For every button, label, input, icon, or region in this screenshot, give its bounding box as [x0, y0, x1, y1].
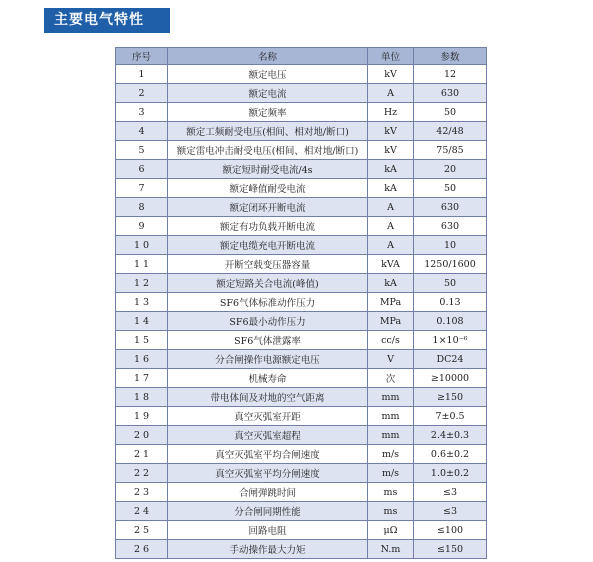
cell-name: 额定峰值耐受电流 — [168, 179, 368, 198]
cell-name: 额定雷电冲击耐受电压(相间、相对地/断口) — [168, 141, 368, 160]
cell-index: 2 2 — [116, 464, 168, 483]
cell-unit: A — [368, 198, 414, 217]
cell-value: ≤3 — [414, 483, 487, 502]
cell-name: 合闸弹跳时间 — [168, 483, 368, 502]
cell-name: 额定频率 — [168, 103, 368, 122]
cell-value: 12 — [414, 65, 487, 84]
cell-name: 分合闸操作电源额定电压 — [168, 350, 368, 369]
cell-unit: mm — [368, 426, 414, 445]
table-row — [116, 103, 487, 122]
cell-index: 2 1 — [116, 445, 168, 464]
cell-value: 50 — [414, 103, 487, 122]
table-row — [116, 445, 487, 464]
cell-unit: kA — [368, 274, 414, 293]
cell-name: SF6气体泄露率 — [168, 331, 368, 350]
cell-value: 630 — [414, 217, 487, 236]
cell-index: 2 — [116, 84, 168, 103]
table-row — [116, 483, 487, 502]
cell-value: 630 — [414, 198, 487, 217]
cell-value: 75/85 — [414, 141, 487, 160]
table-row — [116, 84, 487, 103]
cell-index: 1 — [116, 65, 168, 84]
table-row — [116, 65, 487, 84]
cell-unit: ms — [368, 483, 414, 502]
cell-value: 630 — [414, 84, 487, 103]
cell-value: 42/48 — [414, 122, 487, 141]
cell-index: 1 8 — [116, 388, 168, 407]
table-row — [116, 312, 487, 331]
table-row — [116, 122, 487, 141]
cell-unit: mm — [368, 407, 414, 426]
cell-unit: N.m — [368, 540, 414, 559]
cell-name: 额定有功负载开断电流 — [168, 217, 368, 236]
cell-index: 1 7 — [116, 369, 168, 388]
cell-index: 2 0 — [116, 426, 168, 445]
table-row — [116, 179, 487, 198]
cell-value: 10 — [414, 236, 487, 255]
table-row — [116, 521, 487, 540]
header-unit: 单位 — [368, 48, 414, 65]
section-heading: 主要电气特性 — [44, 8, 170, 33]
table-row — [116, 426, 487, 445]
cell-name: 开断空载变压器容量 — [168, 255, 368, 274]
cell-index: 1 0 — [116, 236, 168, 255]
cell-unit: V — [368, 350, 414, 369]
cell-unit: mm — [368, 388, 414, 407]
cell-value: 7±0.5 — [414, 407, 487, 426]
cell-index: 2 5 — [116, 521, 168, 540]
cell-value: 50 — [414, 274, 487, 293]
cell-index: 1 6 — [116, 350, 168, 369]
table-row — [116, 293, 487, 312]
table-row — [116, 217, 487, 236]
cell-name: 分合闸同期性能 — [168, 502, 368, 521]
header-name: 名称 — [168, 48, 368, 65]
cell-index: 7 — [116, 179, 168, 198]
cell-index: 2 4 — [116, 502, 168, 521]
cell-value: 2.4±0.3 — [414, 426, 487, 445]
cell-value: DC24 — [414, 350, 487, 369]
table-row — [116, 407, 487, 426]
cell-name: 真空灭弧室开距 — [168, 407, 368, 426]
cell-name: 额定工频耐受电压(相间、相对地/断口) — [168, 122, 368, 141]
cell-name: 真空灭弧室平均合闸速度 — [168, 445, 368, 464]
cell-unit: kVA — [368, 255, 414, 274]
cell-unit: kA — [368, 179, 414, 198]
cell-unit: ms — [368, 502, 414, 521]
cell-name: SF6气体标准动作压力 — [168, 293, 368, 312]
table-row — [116, 350, 487, 369]
table-row — [116, 502, 487, 521]
cell-value: ≥150 — [414, 388, 487, 407]
table-row — [116, 464, 487, 483]
table-row — [116, 331, 487, 350]
cell-value: 20 — [414, 160, 487, 179]
table-row — [116, 198, 487, 217]
cell-value: 1×10⁻⁶ — [414, 331, 487, 350]
cell-unit: kA — [368, 160, 414, 179]
cell-value: 0.6±0.2 — [414, 445, 487, 464]
cell-index: 1 2 — [116, 274, 168, 293]
cell-unit: kV — [368, 122, 414, 141]
table-row — [116, 236, 487, 255]
cell-unit: m/s — [368, 445, 414, 464]
cell-value: 0.13 — [414, 293, 487, 312]
cell-index: 9 — [116, 217, 168, 236]
cell-unit: A — [368, 236, 414, 255]
cell-unit: cc/s — [368, 331, 414, 350]
cell-index: 6 — [116, 160, 168, 179]
header-value: 参数 — [414, 48, 487, 65]
cell-index: 1 9 — [116, 407, 168, 426]
cell-value: 50 — [414, 179, 487, 198]
table-header-row — [116, 48, 487, 65]
cell-unit: 次 — [368, 369, 414, 388]
cell-index: 2 3 — [116, 483, 168, 502]
cell-index: 8 — [116, 198, 168, 217]
cell-value: 1250/1600 — [414, 255, 487, 274]
electrical-spec-table — [115, 47, 487, 559]
cell-value: ≤3 — [414, 502, 487, 521]
table-row — [116, 141, 487, 160]
cell-name: 真空灭弧室超程 — [168, 426, 368, 445]
cell-value: 0.108 — [414, 312, 487, 331]
cell-name: 真空灭弧室平均分闸速度 — [168, 464, 368, 483]
cell-name: 手动操作最大力矩 — [168, 540, 368, 559]
cell-index: 1 4 — [116, 312, 168, 331]
cell-name: 额定电流 — [168, 84, 368, 103]
cell-value: ≥10000 — [414, 369, 487, 388]
cell-value: 1.0±0.2 — [414, 464, 487, 483]
table-body — [116, 65, 487, 559]
table-row — [116, 274, 487, 293]
cell-name: 额定短路关合电流(峰值) — [168, 274, 368, 293]
cell-index: 5 — [116, 141, 168, 160]
cell-unit: m/s — [368, 464, 414, 483]
cell-unit: A — [368, 217, 414, 236]
cell-unit: A — [368, 84, 414, 103]
table-row — [116, 369, 487, 388]
cell-unit: kV — [368, 65, 414, 84]
cell-name: 额定电压 — [168, 65, 368, 84]
cell-index: 1 5 — [116, 331, 168, 350]
table-row — [116, 388, 487, 407]
cell-index: 4 — [116, 122, 168, 141]
table-row — [116, 160, 487, 179]
cell-name: 额定短时耐受电流/4s — [168, 160, 368, 179]
table-row — [116, 540, 487, 559]
cell-unit: kV — [368, 141, 414, 160]
cell-index: 1 1 — [116, 255, 168, 274]
cell-name: 带电体间及对地的空气距离 — [168, 388, 368, 407]
cell-index: 2 6 — [116, 540, 168, 559]
cell-unit: μΩ — [368, 521, 414, 540]
cell-index: 1 3 — [116, 293, 168, 312]
cell-name: 额定电缆充电开断电流 — [168, 236, 368, 255]
cell-value: ≤100 — [414, 521, 487, 540]
cell-value: ≤150 — [414, 540, 487, 559]
cell-name: 回路电阻 — [168, 521, 368, 540]
header-index: 序号 — [116, 48, 168, 65]
cell-unit: MPa — [368, 312, 414, 331]
cell-name: 机械寿命 — [168, 369, 368, 388]
cell-name: 额定闭环开断电流 — [168, 198, 368, 217]
cell-name: SF6最小动作压力 — [168, 312, 368, 331]
cell-index: 3 — [116, 103, 168, 122]
table-row — [116, 255, 487, 274]
cell-unit: MPa — [368, 293, 414, 312]
cell-unit: Hz — [368, 103, 414, 122]
